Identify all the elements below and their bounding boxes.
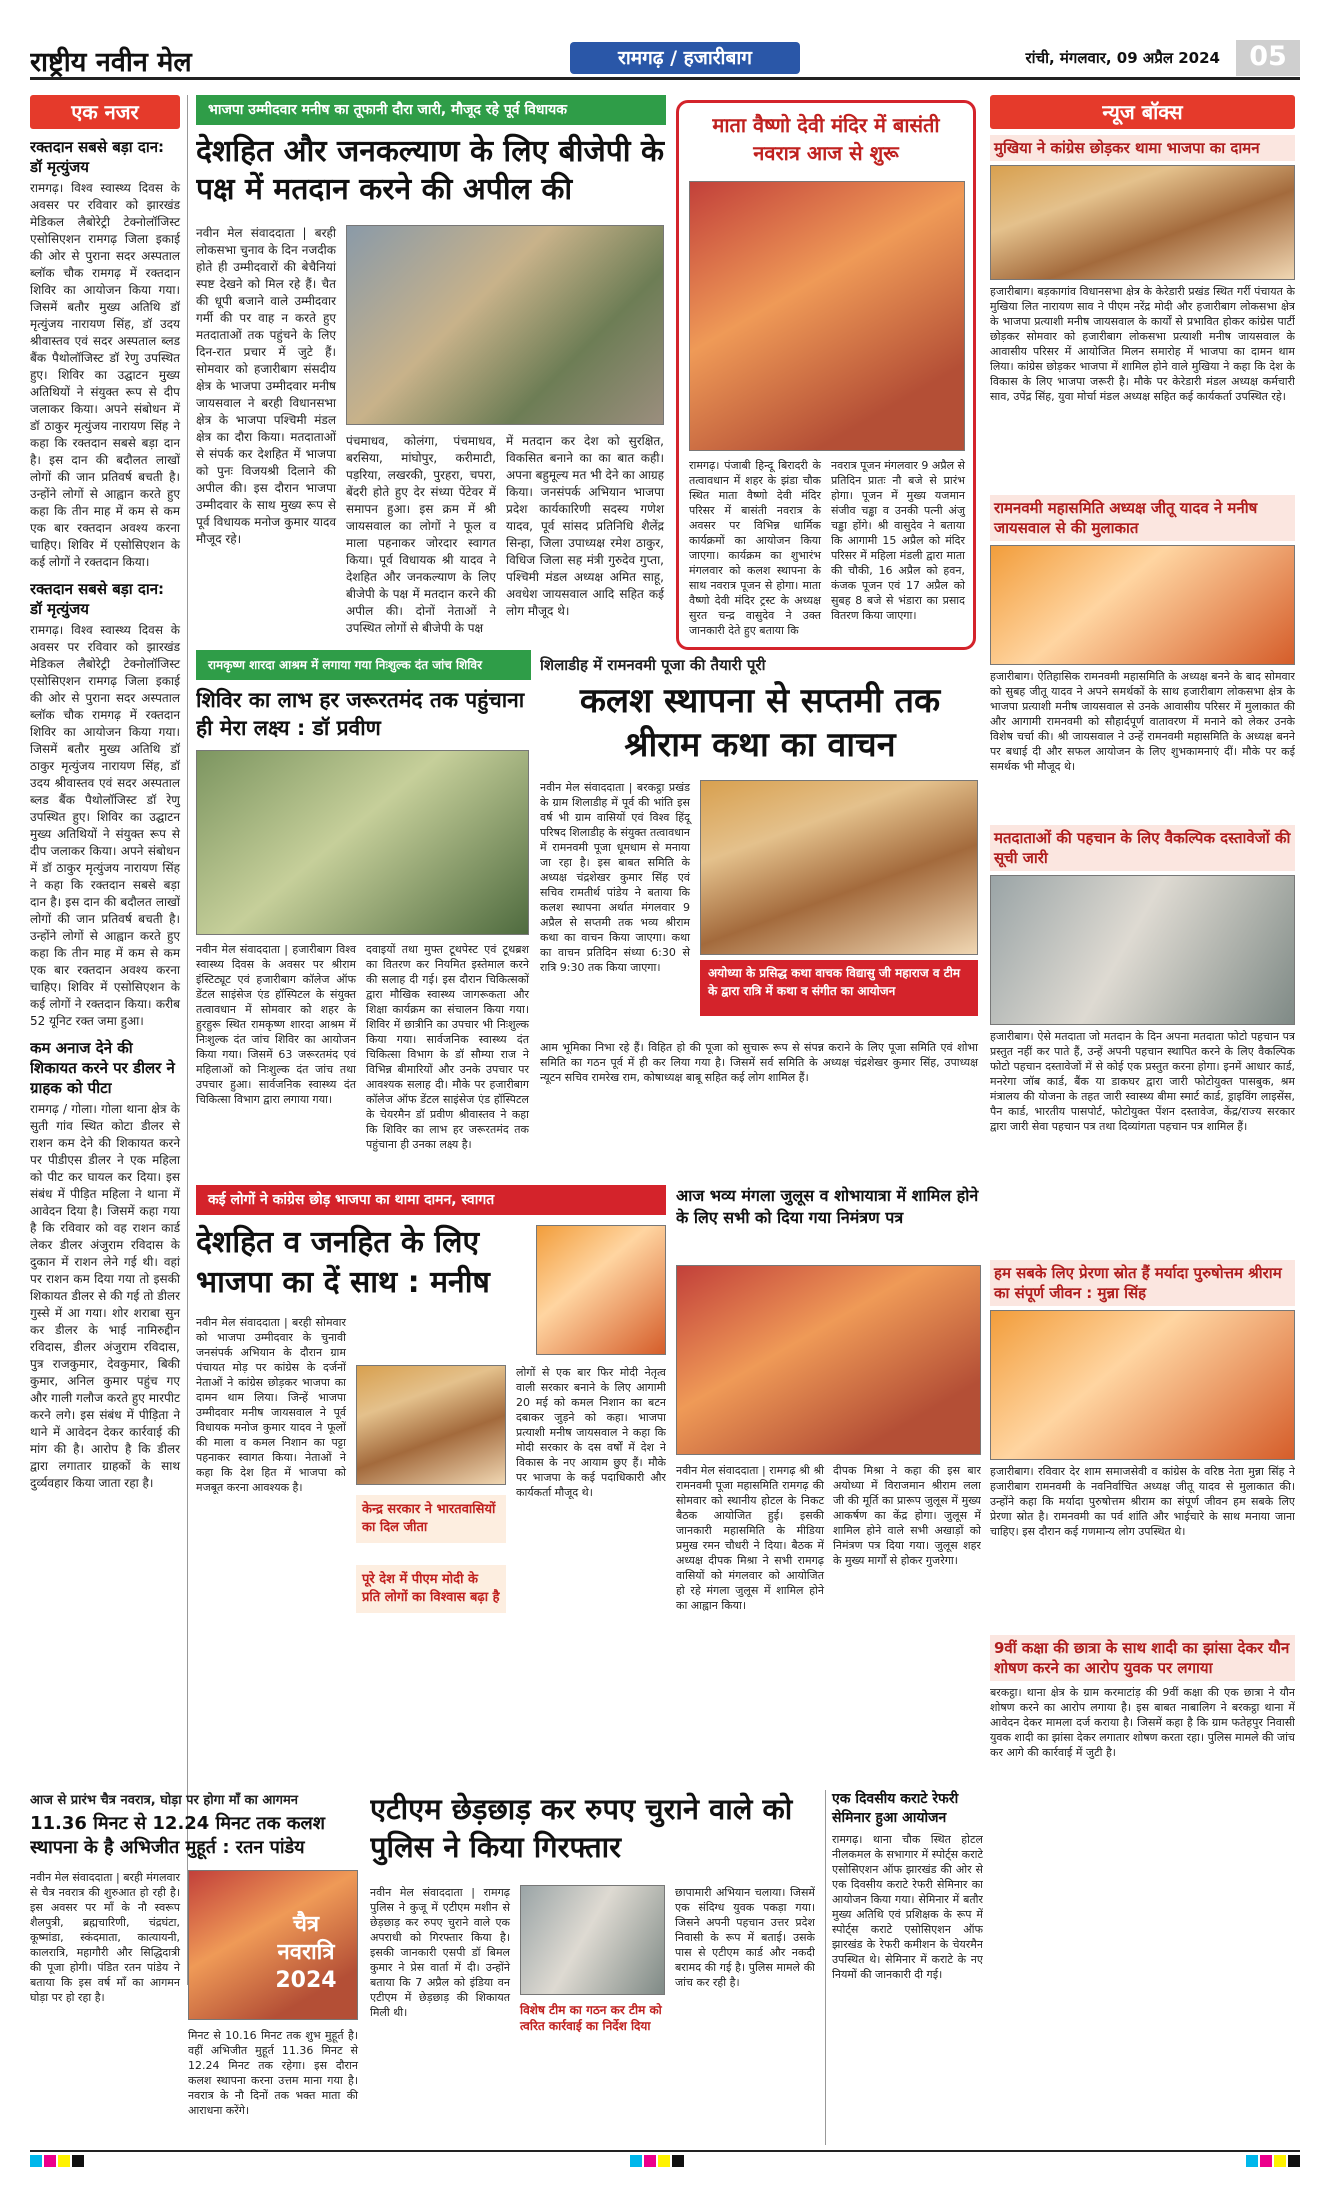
- story-headline: एक दिवसीय कराटे रेफरी सेमिनार हुआ आयोजन: [832, 1791, 959, 1826]
- color-registration-center: [630, 2155, 684, 2167]
- page-number: 05: [1236, 40, 1300, 76]
- story-dental-camp: [196, 650, 531, 1180]
- story-headline: आज भव्य मंगला जुलूस व शोभायात्रा में शामिल होने के लिए सभी को दिया गया निमंत्रण पत्र: [676, 1186, 979, 1227]
- pull-quote: पूरे देश में पीएम मोदी के प्रति लोगों का विश्वास बढ़ा है: [356, 1565, 506, 1613]
- brief-body: रामगढ़। विश्व स्वास्थ्य दिवस के अवसर पर रविवार को झारखंड मेडिकल लैबोरेट्री टेक्नोलॉजिस्ट एसोसिएशन रामगढ़ जिला इकाई की ओर से पुराना सदर अस्पताल ब्लॉक चौक रामगढ़ में रक्तदान शिविर का आयोजन किया गया। जिसमें बतौर मुख्य अतिथि डॉ ठाकुर मृत्युंजय नारायण सिंह, डॉ उदय श्रीवास्तव एवं सदर अस्पताल ब्लड बैंक पैथोलॉजिस्ट डॉ रेणु उपस्थित हुए। शिविर का उद्घाटन मुख्य अतिथियों ने संयुक्त रूप से दीप जलाकर किया। अपने संबोधन में डॉ ठाकुर मृत्युंजय नारायण सिंह ने कहा कि रक्तदान सबसे बड़ा दान है। इस दान की बदौलत लाखों लोगों की जान प्रतिवर्ष बचती है। उन्होंने लोगों से आह्वान करते हुए कहा कि तीन माह में कम से कम एक बार रक्तदान अवश्य करना चाहिए। शिविर में एसोसिएशन के कई लोगों ने रक्तदान किया। करीब 52 यूनिट रक्त जमा हुआ।: [30, 623, 180, 1028]
- story-photo: [346, 225, 664, 425]
- news-body: हजारीबाग। ऐसे मतदाता जो मतदान के दिन अपना मतदाता फोटो पहचान पत्र प्रस्तुत नहीं कर पाते हैं, उन्हें अपनी पहचान स्थापित करने के लिए वैकल्पिक फोटो पहचान दस्तावेजों में से कोई एक प्रस्तुत करना होगा। इनमें आधार कार्ड, मनरेगा जॉब कार्ड, बैंक या डाकघर द्वारा जारी फोटोयुक्त पासबुक, श्रम मंत्रालय की योजना के तहत जारी स्वास्थ्य बीमा स्मार्ट कार्ड, ड्राइविंग लाइसेंस, पैन कार्ड, भारतीय पासपोर्ट, फोटोयुक्त पेंशन दस्तावेज, केंद्र/राज्य सरकार द्वारा जारी सेवा पहचान पत्र तथा दिव्यांगता पहचान पत्र शामिल हैं।: [990, 1030, 1295, 1133]
- story-headline: देशहित और जनकल्याण के लिए बीजेपी के पक्ष में मतदान करने की अपील की: [196, 134, 665, 207]
- story-headline: कलश स्थापना से सप्तमी तक श्रीराम कथा का वाचन: [579, 681, 941, 765]
- story-body: नवीन मेल संवाददाता | बरकट्ठा प्रखंड के ग्राम शिलाडीह में पूर्व की भांति इस वर्ष भी ग्राम वासियों एवं विश्व हिंदू परिषद शिलाडीह के संयुक्त तत्वावधान में रामनवमी पूजा धूमधाम से मनाया जा रहा है। इस बाबत समिति के अध्यक्ष चंद्रशेखर कुमार सिंह एवं सचिव रामतीर्थ पांडेय ने बताया कि कलश स्थापना अर्थात मंगलवार 9 अप्रैल से सप्तमी तक भव्य श्रीराम कथा का वाचन किया जाएगा। कथा का वाचन प्रतिदिन संध्या 6:30 से रात्रि 9:30 तक किया जाएगा।: [540, 781, 690, 974]
- story-body: में मतदान कर देश को सुरक्षित, विकसित बनाने का का बात कही। अपना बहुमूल्य मत भी देने का आग्रह किया। जनसंपर्क अभियान भाजपा प्रदेश कार्यकारिणी सदस्य गणेश यादव, पूर्व सांसद प्रतिनिधि शैलेंद्र सिन्हा, जिला उपाध्यक्ष रमेश ठाकुर, विधिज जिला सह मंत्री गुरुदेव गुप्ता, पश्चिमी मंडल अध्यक्ष अमित साहू, अवधेश जायसवाल आदि सहित कई लोग मौजूद थे।: [506, 434, 664, 618]
- section-label: रामगढ़ / हजारीबाग: [570, 42, 800, 74]
- story-photo: [196, 750, 529, 935]
- news-photo: [990, 1310, 1295, 1460]
- news-headline: रामनवमी महासमिति अध्यक्ष जीतू यादव ने मनीष जायसवाल से की मुलाकात: [990, 495, 1295, 541]
- navratri-poster: [188, 1870, 358, 2020]
- brief-headline: रक्तदान सबसे बड़ा दान: डॉ मृत्युंजय: [30, 138, 165, 176]
- brief-body: रामगढ़ / गोला। गोला थाना क्षेत्र के सुती गांव स्थित कोटा डीलर से राशन कम देने की शिकायत करने पर पीडीएस डीलर ने एक महिला को पीट कर घायल कर दिया। इस संबंध में पीड़ित महिला ने थाना में आवेदन दिया है। जिसमें कहा गया है कि रविवार को वह राशन कार्ड लेकर डीलर अंजुराम रविदास के दुकान में राशन लेने गई थी। वहां पर राशन कम दिया गया तो इसकी शिकायत डीलर से की गई तो डीलर गुस्से में आ गया। शोर शराबा सुन कर डीलर के भाई नामिरुद्दीन रविदास, डीलर अंजुराम रविदास, पुत्र राजकुमार, देवकुमार, बिकी कुमार, अनिल कुमार पहुंच गए और गाली गलौज करते हुए मारपीट करने लगे। इस संबंध में पीड़िता ने थाने में आवेदन देकर कार्रवाई की मांग की है। आरोप है कि डीलर द्वारा लगातार ग्राहकों के साथ दुर्व्यवहार किया जाता रहा है।: [30, 1102, 180, 1490]
- story-juloos: [676, 1185, 981, 1775]
- left-column: [30, 95, 188, 1985]
- story-muhurat: [30, 1790, 360, 2145]
- story-headline: एटीएम छेड़छाड़ कर रुपए चुराने वाले को पुलिस ने किया गिरफ्तार: [370, 1792, 793, 1864]
- brief-body: रामगढ़। विश्व स्वास्थ्य दिवस के अवसर पर रविवार को झारखंड मेडिकल लैबोरेट्री टेक्नोलॉजिस्ट एसोसिएशन रामगढ़ जिला इकाई की ओर से पुराना सदर अस्पताल ब्लॉक चौक रामगढ़ में रक्तदान शिविर का आयोजन किया गया। जिसमें बतौर मुख्य अतिथि डॉ मृत्युंजय नारायण सिंह, डॉ उदय श्रीवास्तव एवं सदर अस्पताल ब्लड बैंक पैथोलॉजिस्ट डॉ रेणु उपस्थित हुए। शिविर का उद्घाटन मुख्य अतिथियों ने संयुक्त रूप से दीप जलाकर किया। अपने संबोधन में डॉ ठाकुर मृत्युंजय नारायण सिंह ने कहा कि रक्तदान सबसे बड़ा दान है। इस दान की बदौलत लाखों लोगों की जान प्रतिवर्ष बचती है। उन्होंने लोगों से आह्वान करते हुए कहा कि तीन माह में कम से कम एक बार रक्तदान अवश्य करना चाहिए। शिविर में एसोसिएशन के कई लोगों ने रक्तदान किया।: [30, 181, 180, 569]
- news-body: बरकट्ठा। थाना क्षेत्र के ग्राम करमाटांड़ की 9वीं कक्षा की एक छात्रा ने यौन शोषण करने का आरोप लगाया है। इस बाबत नाबालिग ने बरकट्ठा थाना में आवेदन देकर मामला दर्ज कराया है। जिसमें कहा है कि ग्राम फतेहपुर निवासी युवक शादी का झांसा देकर लगातार शोषण करता रहा। पुलिस मामले की जांच कर आगे की कार्रवाई में जुटी है।: [990, 1686, 1295, 1759]
- news-photo: [990, 545, 1295, 665]
- story-atm: [370, 1790, 815, 2145]
- story-headline: शिविर का लाभ हर जरूरतमंद तक पहुंचाना ही मेरा लक्ष्य : डॉ प्रवीण: [196, 688, 525, 740]
- story-headline: 11.36 मिनट से 12.24 मिनट तक कलश स्थापना के है अभिजीत मुहूर्त : रतन पांडेय: [30, 1813, 325, 1858]
- story-body: छापामारी अभियान चलाया। जिसमें एक संदिग्ध युवक पकड़ा गया। जिसने अपनी पहचान उत्तर प्रदेश निवासी के रूप में बताई। उसके पास से एटीएम कार्ड और नकदी बरामद की गई है। पुलिस मामले की जांच कर रही है।: [675, 1886, 815, 1989]
- story-body: नवीन मेल संवाददाता | हजारीबाग विश्व स्वास्थ्य दिवस के अवसर पर श्रीराम इंस्टिट्यूट एवं हजारीबाग कॉलेज ऑफ डेंटल साइंसेज एंड हॉस्पिटल के संयुक्त तत्वावधान में सोमवार को शहर के हुरहुरू स्थित रामकृष्ण शारदा आश्रम में निःशुल्क दंत जांच शिविर का आयोजन किया गया। जिसमें 63 जरूरतमंद एवं महिलाओं को निःशुल्क दंत जांच तथा उपचार हुआ। सार्वजनिक स्वास्थ्य दंत चिकित्सा विभाग द्वारा लगाया गया।: [196, 943, 356, 1106]
- story-ribbon: रामकृष्ण शारदा आश्रम में लगाया गया निःशुल्क दंत जांच शिविर: [196, 650, 531, 680]
- story-manish: [196, 1185, 666, 1775]
- story-body: पंचमाधव, कोलंगा, पंचमाधव, बरसिया, मांघोपुर, करीमाटी, पड़रिया, लखरकी, पुरहरा, चपरा, बेंदरी होते हुए देर संध्या पेंटेवर में समापन हुआ। इस क्रम में श्री जायसवाल का लोगों ने फूल व माला पहनाकर जोरदार स्वागत किया। पूर्व विधायक श्री यादव ने देशहित और जनकल्याण के लिए बीजेपी के पक्ष में मतदान करने की अपील की। दोनों नेताओं ने उपस्थित लोगों से बीजेपी के पक्ष: [346, 434, 496, 635]
- story-bjp-tour: [196, 95, 666, 635]
- brief-headline: कम अनाज देने की शिकायत करने पर डीलर ने ग्राहक को पीटा: [30, 1039, 175, 1097]
- story-body: नवीन मेल संवाददाता | रामगढ़ श्री श्री रामनवमी पूजा महासमिति रामगढ़ की सोमवार को स्थानीय होटल के निकट बैठक आयोजित हुई। इसकी जानकारी महासमिति के मीडिया प्रमुख रमन चौधरी ने दिया। बैठक में अध्यक्ष दीपक मिश्रा ने सभी रामगढ़ वासियों को मंगलवार को आयोजित हो रहे मंगला जुलूस में शामिल होने का आह्वान किया।: [676, 1464, 824, 1612]
- color-registration-right: [1246, 2155, 1300, 2167]
- pull-quote: केन्द्र सरकार ने भारतवासियों का दिल जीता: [356, 1495, 506, 1543]
- story-body: मिनट से 10.16 मिनट तक शुभ मुहूर्त है। वहीं अभिजीत मुहूर्त 11.36 मिनट से 12.24 मिनट तक रहेगा। इस दौरान कलश स्थापना करना उत्तम माना गया है। नवरात्र के नौ दिनों तक भक्त माता की आराधना करेंगे।: [188, 2029, 358, 2117]
- news-body: हजारीबाग। बड़कागांव विधानसभा क्षेत्र के केरेडारी प्रखंड स्थित गर्री पंचायत के मुखिया लित नारायण साव ने पीएम नरेंद्र मोदी और हजारीबाग लोकसभा क्षेत्र के भाजपा प्रत्याशी मनीष जायसवाल के कार्यों से प्रभावित होकर कांग्रेस पार्टी छोड़कर सोमवार को हजारीबाग लोकसभा प्रत्याशी मनीष जायसवाल के आवासीय परिसर में आयोजित मिलन समारोह में भाजपा का दामन थाम लिया। कांग्रेस छोड़कर भाजपा में शामिल होने वाले मुखिया ने कहा कि देश के विकास के लिए भाजपा जरूरी है। मौके पर केरेडारी मंडल अध्यक्ष कर्मचारी साव, उपेंद्र सिंह, युवा मोर्चा मंडल अध्यक्ष सहित कई कार्यकर्ता उपस्थित रहे।: [990, 285, 1295, 403]
- story-body: रामगढ़। पंजाबी हिन्दू बिरादरी के तत्वावधान में शहर के झंडा चौक स्थित माता वैष्णो देवी मंदिर परिसर में बासंती नवरात्र के अवसर पर विभिन्न धार्मिक कार्यक्रमों का आयोजन किया जाएगा। कार्यक्रम का शुभारंभ मंगलवार को कलश स्थापना के साथ नवरात्र पूजन से होगा। माता वैष्णो देवी मंदिर ट्रस्ट के अध्यक्ष सुरत चन्द्र वासुदेव ने उक्त जानकारी देते हुए बताया कि: [689, 459, 821, 637]
- news-headline: मतदाताओं की पहचान के लिए वैकल्पिक दस्तावेजों की सूची जारी: [990, 825, 1295, 871]
- news-box-column: [990, 95, 1295, 1985]
- story-body: नवीन मेल संवाददाता | रामगढ़ पुलिस ने कुजू में एटीएम मशीन से छेड़छाड़ कर रुपए चुराने वाले एक अपराधी को गिरफ्तार किया है। इसकी जानकारी एसपी डॉ बिमल कुमार ने प्रेस वार्ता में दी। उन्होंने बताया कि 7 अप्रैल को इंडिया वन एटीएम में छेड़छाड़ की शिकायत मिली थी।: [370, 1886, 510, 2019]
- story-kicker: शिलाडीह में रामनवमी पूजा की तैयारी पूरी: [540, 656, 766, 674]
- news-photo: [990, 875, 1295, 1025]
- news-box-header: न्यूज बॉक्स: [990, 95, 1295, 129]
- left-column-header: एक नजर: [30, 95, 180, 129]
- masthead: [30, 40, 1300, 80]
- story-body: रामगढ़। थाना चौक स्थित होटल नीलकमल के सभागार में स्पोर्ट्स कराटे एसोसिएशन ऑफ झारखंड की ओर से एक दिवसीय कराटे रेफरी सेमिनार का आयोजन किया गया। सेमिनार में बतौर मुख्य अतिथि एवं प्रशिक्षक के रूप में स्पोर्ट्स कराटे एसोसिएशन ऑफ झारखंड के रेफरी कमीशन के चेयरमैन उपस्थित थे। सेमिनार में कराटे के नए नियमों की जानकारी दी गई।: [832, 1833, 983, 1981]
- story-ribbon: भाजपा उम्मीदवार मनीष का तूफानी दौरा जारी, मौजूद रहे पूर्व विधायक: [196, 95, 666, 125]
- story-body: दवाइयों तथा मुफ्त टूथपेस्ट एवं टूथब्रश का वितरण कर नियमित इस्तेमाल करने की सलाह दी गई। इस दौरान चिकित्सकों द्वारा मौखिक स्वास्थ्य जागरूकता और शिक्षा कार्यक्रम का संचालन किया गया। शिविर में छात्रीनि का उपचार भी निःशुल्क किया गया। सार्वजनिक स्वास्थ्य दंत चिकित्सा विभाग के डॉ सौम्या राज ने विभिन्न बीमारियों और उनके उपचार पर आवश्यक सलाह दी। मौके पर हजारीबाग कॉलेज ऑफ डेंटल साइंसेज एंड हॉस्पिटल के चेयरमैन डॉ प्रवीण श्रीवास्तव ने कहा कि शिविर का लाभ हर जरूरतमंद तक पहुंचाना ही उनका लक्ष्य है।: [366, 943, 529, 1151]
- news-headline: हम सबके लिए प्रेरणा स्रोत हैं मर्यादा पुरुषोत्तम श्रीराम का संपूर्ण जीवन : मुन्ना सिंह: [990, 1260, 1295, 1306]
- story-photo: [520, 1885, 665, 1995]
- story-body: आम भूमिका निभा रहे हैं। विहित हो की पूजा को सुचारू रूप से संपन्न कराने के लिए पूजा समिति एवं शोभा समिति का गठन पूर्व में ही कर लिया गया है। जिसमें सर्व समिति के अध्यक्ष चंद्रशेखर कुमार सिंह, उपाध्यक्ष न्यूटन सचिव रामरेख राम, कोषाध्यक्ष बाबू सहित कई लोग शामिल हैं।: [540, 1041, 978, 1084]
- story-photo: [676, 1265, 981, 1455]
- story-headline: माता वैष्णो देवी मंदिर में बासंती नवरात्र आज से शुरू: [712, 113, 940, 165]
- photo-caption: विशेष टीम का गठन कर टीम को त्वरित कार्रवाई का निर्देश दिया: [520, 2003, 662, 2033]
- story-body: नवीन मेल संवाददाता | बरही मंगलवार से चैत्र नवरात्र की शुरुआत हो रही है। इस अवसर पर माँ के नौ स्वरूप शैलपुत्री, ब्रह्मचारिणी, चंद्रघंटा, कूष्मांडा, स्कंदमाता, कात्यायनी, कालरात्रि, महागौरी और सिद्धिदात्री की पूजा होगी। पंडित रतन पांडेय ने बताया कि इस वर्ष माँ का आगमन घोड़ा पर हो रहा है।: [30, 1871, 180, 2004]
- dateline: रांची, मंगलवार, 09 अप्रैल 2024: [1025, 49, 1220, 67]
- story-body: नवरात्र पूजन मंगलवार 9 अप्रैल से प्रतिदिन प्रातः नौ बजे से प्रारंभ होगा। पूजन में मुख्य यजमान संजीव चड्ढा व उनकी पत्नी अंजु चड्ढा होंगे। श्री वासुदेव ने बताया कि आगामी 15 अप्रैल को मंदिर परिसर में महिला मंडली द्वारा माता की चौकी, 16 अप्रैल को हवन, कंजक पूजन एवं 17 अप्रैल को सुबह 8 बजे से भंडारा का प्रसाद वितरण किया जाएगा।: [831, 459, 965, 622]
- story-photo: [689, 181, 965, 451]
- story-photo: [700, 780, 978, 955]
- news-headline: मुखिया ने कांग्रेस छोड़कर थामा भाजपा का दामन: [990, 135, 1295, 161]
- poster-text: चैत्र नवरात्रि 2024: [275, 1912, 337, 1993]
- brief-headline: रक्तदान सबसे बड़ा दान: डॉ मृत्युंजय: [30, 580, 165, 618]
- story-photo: [356, 1365, 506, 1485]
- footer-bar: [30, 2150, 1300, 2168]
- story-body: नवीन मेल संवाददाता | बरही सोमवार को भाजपा उम्मीदवार के चुनावी जनसंपर्क अभियान के दौरान ग्राम पंचायत मोड़ पर कांग्रेस के दर्जनों नेताओं ने कांग्रेस छोड़कर भाजपा का दामन थाम लिया। जिन्हें भाजपा उम्मीदवार मनीष जायसवाल ने पूर्व विधायक मनोज कुमार यादव ने फूलों की माला व कमल निशान का पट्टा पहनाकर स्वागत किया। नेताओं ने कहा कि देश हित में भाजपा को मजबूत करना आवश्यक है।: [196, 1316, 346, 1494]
- color-registration-left: [30, 2155, 84, 2167]
- news-headline: 9वीं कक्षा की छात्रा के साथ शादी का झांसा देकर यौन शोषण करने का आरोप युवक पर लगाया: [990, 1635, 1295, 1681]
- story-kicker: आज से प्रारंभ चैत्र नवरात्र, घोड़ा पर होगा माँ का आगमन: [30, 1793, 298, 1808]
- news-photo: [990, 165, 1295, 280]
- story-body: दीपक मिश्रा ने कहा की इस बार अयोध्या में विराजमान श्रीराम लला जी की मूर्ति का प्रारूप जुलूस में मुख्य आकर्षण का केंद्र होगा। जुलूस में शामिल होने वाले सभी अखाड़ों को निमंत्रण पत्र दिया गया। जुलूस शहर के मुख्य मार्गों से होकर गुजरेगा।: [833, 1464, 981, 1567]
- story-ribbon: कई लोगों ने कांग्रेस छोड़ भाजपा का थामा दामन, स्वागत: [196, 1185, 666, 1215]
- news-body: हजारीबाग। ऐतिहासिक रामनवमी महासमिति के अध्यक्ष बनने के बाद सोमवार को सुबह जीतू यादव ने अपने समर्थकों के साथ हजारीबाग लोकसभा क्षेत्र के भाजपा प्रत्याशी मनीष जायसवाल से उनके आवासीय परिसर में मुलाकात की और आगामी रामनवमी को सौहार्दपूर्ण वातावरण में मनाने को लेकर उनके विशेष चर्चा की। श्री जायसवाल ने उन्हें रामनवमी महासमिति के अध्यक्ष बनने पर बधाई दी और सफल आयोजन के लिए शुभकामनाएं दीं। मौके पर कई समर्थक भी मौजूद थे।: [990, 670, 1295, 773]
- brand-name: राष्ट्रीय नवीन मेल: [30, 47, 192, 78]
- story-photo: [536, 1225, 666, 1355]
- story-headline: देशहित व जनहित के लिए भाजपा का दें साथ : मनीष: [196, 1225, 490, 1300]
- story-body: लोगों से एक बार फिर मोदी नेतृत्व वाली सरकार बनाने के लिए आगामी 20 मई को कमल निशान का बटन दबाकर जुड़ने को कहा। भाजपा प्रत्याशी मनीष जायसवाल ने कहा कि मोदी सरकार के दस वर्षों में देश ने विकास के नए आयाम छुए हैं। मौके पर भाजपा के कई पदाधिकारी और कार्यकर्ता मौजूद थे।: [516, 1366, 666, 1499]
- news-body: हजारीबाग। रविवार देर शाम समाजसेवी व कांग्रेस के वरिष्ठ नेता मुन्ना सिंह ने हजारीबाग रामनवमी के नवनिर्वाचित अध्यक्ष जीतू यादव से मुलाकात की। उन्होंने कहा कि मर्यादा पुरुषोत्तम श्रीराम का संपूर्ण जीवन हम सबके लिए प्रेरणा स्रोत है। रामनवमी का पर्व शांति और भाईचारे के साथ मनाया जाना चाहिए। इस दौरान कई गणमान्य लोग उपस्थित थे।: [990, 1465, 1295, 1538]
- story-banner: अयोध्या के प्रसिद्ध कथा वाचक विद्यासु जी महाराज व टीम के द्वारा रात्रि में कथा व संगीत का आयोजन: [700, 960, 978, 1016]
- story-karate: [825, 1790, 983, 2145]
- story-kalash: [540, 655, 980, 1180]
- story-temple-box: [676, 100, 976, 650]
- story-body: नवीन मेल संवाददाता | बरही लोकसभा चुनाव के दिन नजदीक होते ही उम्मीदवारों की बेचैनियां स्पष्ट देखने को मिल रहे हैं। चैत की धूपी बजाने वाले उम्मीदवार गर्मी की पर वाह न करते हुए मतदाताओं तक पहुंचने के लिए दिन-रात प्रचार में जुटे हैं। सोमवार को हजारीबाग संसदीय क्षेत्र के भाजपा उम्मीदवार मनीष जायसवाल ने बरही विधानसभा क्षेत्र के भाजपा पश्चिमी मंडल क्षेत्र का दौरा किया। मतदाताओं से संपर्क कर देशहित में भाजपा को पुनः विजयश्री दिलाने की अपील की। इस दौरान भाजपा उम्मीदवार के साथ मुख्य रूप से पूर्व विधायक मनोज कुमार यादव मौजूद रहे।: [196, 226, 336, 546]
